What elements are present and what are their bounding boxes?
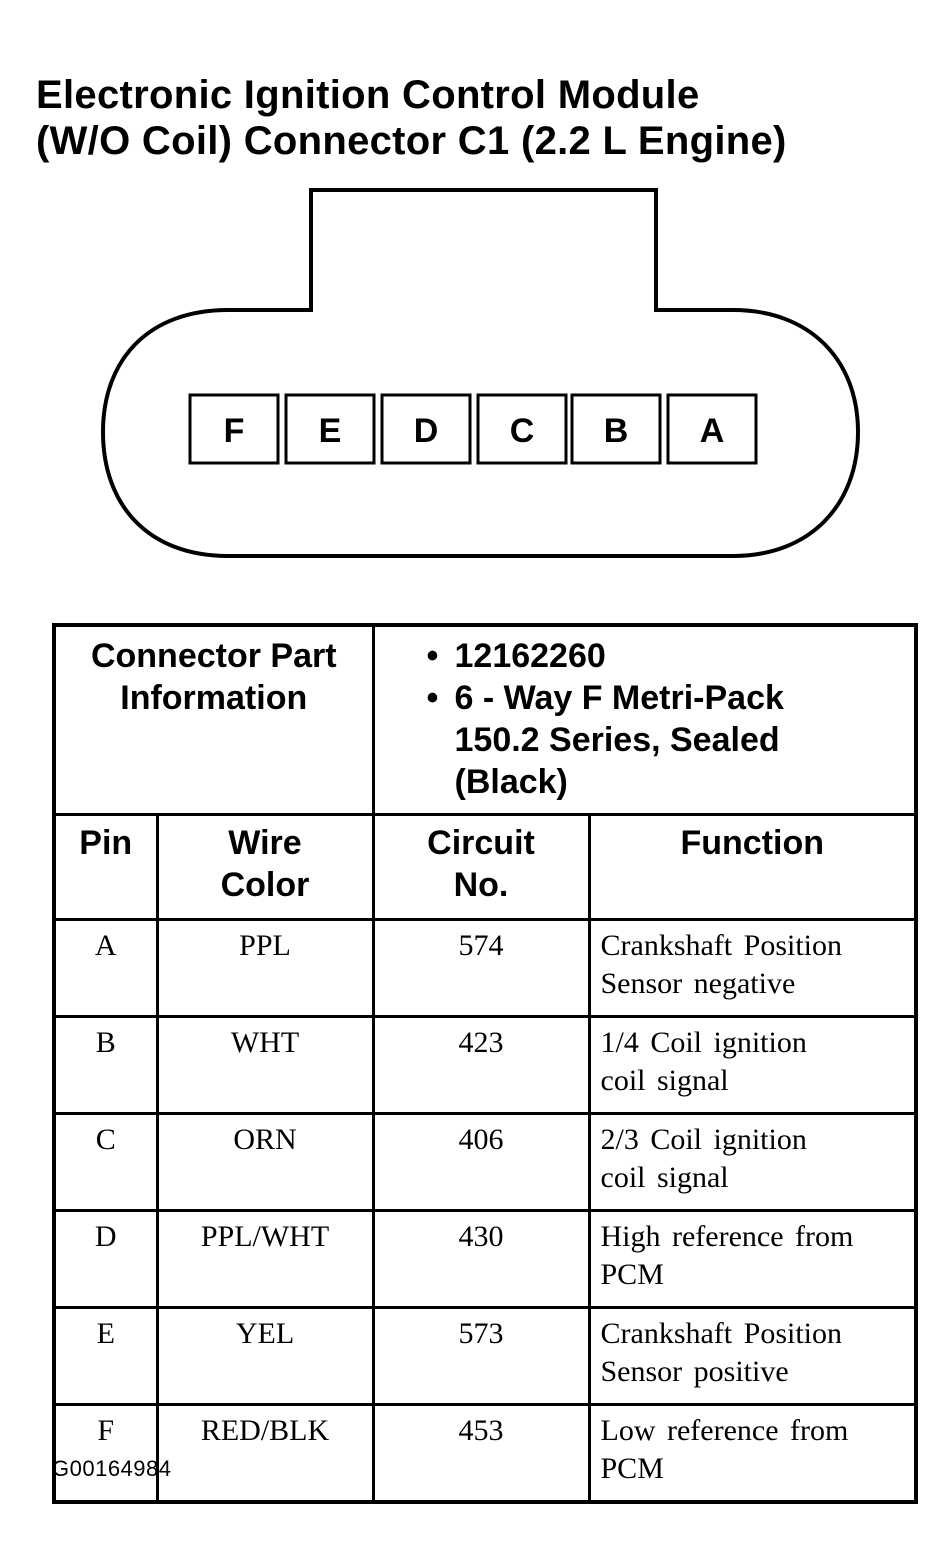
header-circuit-line-1: Circuit (427, 824, 535, 862)
header-wire-color-line-1: Wire (228, 824, 302, 862)
header-wire-color (157, 815, 373, 920)
wire-color-cell: PPL (157, 920, 373, 1017)
part-info-list (375, 627, 915, 803)
pin-cell: C (54, 1114, 157, 1211)
part-description-item (427, 677, 915, 803)
pin-cell: A (54, 920, 157, 1017)
pin-cell: F (54, 1405, 157, 1503)
title-line-2: (W/O Coil) Connector C1 (2.2 L Engine) (36, 119, 787, 163)
title-line-1: Electronic Ignition Control Module (36, 73, 700, 117)
part-info-label-line-1: Connector Part (90, 637, 337, 675)
header-circuit-no (373, 815, 589, 920)
part-info-label-line-2: Information (120, 679, 308, 717)
function-cell (589, 1114, 916, 1211)
pin-cavity-d (382, 395, 470, 463)
pin-cavity-c (478, 395, 566, 463)
wire-color-cell: WHT (157, 1017, 373, 1114)
pin-label-b: B (603, 412, 629, 450)
part-info-label (54, 625, 373, 815)
function-line-1: Crankshaft Position (600, 1317, 842, 1350)
part-description-line-2: 150.2 Series, Sealed (454, 721, 780, 759)
wire-color-cell: PPL/WHT (157, 1211, 373, 1308)
pin-label-f: F (223, 412, 245, 450)
function-line-2: coil signal (600, 1064, 729, 1097)
table-row (54, 1017, 916, 1114)
wire-color-cell: ORN (157, 1114, 373, 1211)
table-header-row (54, 815, 916, 920)
function-line-2: PCM (600, 1258, 664, 1291)
table-row (54, 1405, 916, 1503)
pin-label-d: D (413, 412, 439, 450)
header-function (589, 815, 916, 920)
function-line-1: Crankshaft Position (600, 929, 842, 962)
table-row (54, 1114, 916, 1211)
table-row (54, 920, 916, 1017)
part-description-line-3: (Black) (454, 763, 568, 801)
function-cell (589, 1211, 916, 1308)
circuit-cell: 423 (373, 1017, 589, 1114)
function-cell (589, 920, 916, 1017)
function-line-1: 2/3 Coil ignition (600, 1123, 807, 1156)
part-description-line-1: • 6 - Way F Metri-Pack (454, 679, 784, 717)
pin-cavity-f (190, 395, 278, 463)
pin-label-c: C (509, 412, 535, 450)
function-cell (589, 1308, 916, 1405)
header-pin-label: Pin (79, 824, 133, 862)
wire-color-cell: YEL (157, 1308, 373, 1405)
function-line-1: Low reference from (600, 1414, 849, 1447)
function-line-1: High reference from (600, 1220, 854, 1253)
pin-cell: B (54, 1017, 157, 1114)
pin-label-e: E (318, 412, 342, 450)
pin-cell: D (54, 1211, 157, 1308)
part-number-item (427, 635, 915, 677)
function-line-2: PCM (600, 1452, 664, 1485)
table-row (54, 1308, 916, 1405)
connector-face-diagram (0, 0, 952, 600)
circuit-cell: 453 (373, 1405, 589, 1503)
circuit-cell: 573 (373, 1308, 589, 1405)
circuit-cell: 574 (373, 920, 589, 1017)
table-row (54, 1211, 916, 1308)
function-line-2: Sensor positive (600, 1355, 789, 1388)
part-info-row (54, 625, 916, 815)
function-line-2: coil signal (600, 1161, 729, 1194)
figure-id: G00164984 (52, 1456, 172, 1481)
circuit-cell: 430 (373, 1211, 589, 1308)
function-line-1: 1/4 Coil ignition (600, 1026, 807, 1059)
function-cell (589, 1017, 916, 1114)
connector-pinout-table (52, 623, 918, 1504)
header-pin (54, 815, 157, 920)
header-wire-color-line-2: Color (220, 866, 310, 904)
pin-label-a: A (699, 412, 725, 450)
part-info-details (373, 625, 916, 815)
part-number: 12162260 (454, 637, 606, 675)
pin-cavity-b (572, 395, 660, 463)
wire-color-cell: RED/BLK (157, 1405, 373, 1503)
pin-cavity-e (286, 395, 374, 463)
pin-cell: E (54, 1308, 157, 1405)
header-function-label: Function (680, 824, 825, 862)
function-line-2: Sensor negative (600, 967, 796, 1000)
function-cell (589, 1405, 916, 1503)
connector-housing (103, 190, 858, 556)
header-circuit-line-2: No. (453, 866, 509, 904)
pin-cavity-a (668, 395, 756, 463)
circuit-cell: 406 (373, 1114, 589, 1211)
